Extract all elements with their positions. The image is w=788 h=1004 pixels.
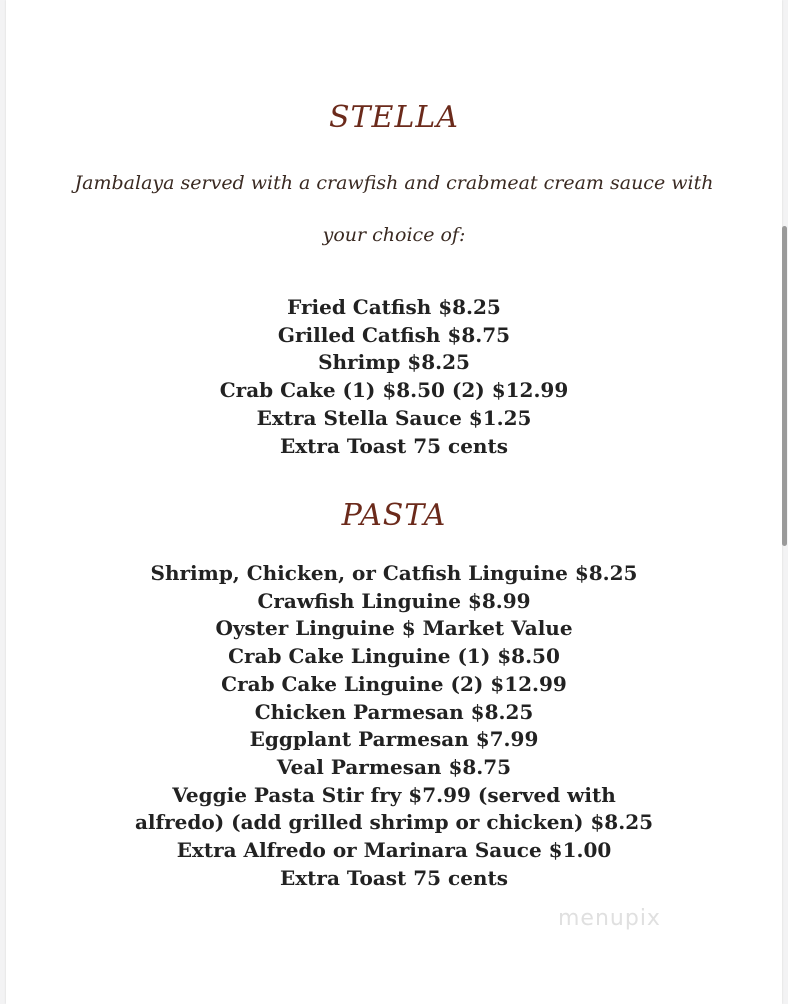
menu-item: Extra Toast 75 cents: [280, 865, 508, 890]
menu-item: Crab Cake Linguine (1) $8.50: [228, 644, 560, 669]
menu-item: Crab Cake Linguine (2) $12.99: [221, 671, 567, 696]
menu-item: Shrimp $8.25: [318, 350, 470, 375]
stella-title: STELLA: [329, 100, 459, 135]
pasta-item-list: [6, 560, 782, 892]
stella-description-line2: your choice of:: [322, 224, 466, 246]
stella-description-line1: Jambalaya served with a crawfish and crabmeat cream sauce with: [74, 172, 714, 194]
menu-item: Shrimp, Chicken, or Catfish Linguine $8.25: [150, 561, 638, 585]
scrollbar-thumb[interactable]: [782, 226, 787, 546]
menu-item: Extra Stella Sauce $1.25: [256, 405, 532, 430]
menu-item: Veggie Pasta Stir fry $7.99 (served with: [172, 782, 616, 807]
pasta-title: PASTA: [341, 498, 447, 533]
menu-item: Grilled Catfish $8.75: [277, 322, 511, 347]
menu-item: Chicken Parmesan $8.25: [254, 699, 534, 724]
menu-page: [6, 0, 782, 1004]
menu-item: Veal Parmesan $8.75: [276, 754, 512, 779]
scrollbar[interactable]: [780, 0, 788, 1004]
stella-item-list: [6, 294, 782, 460]
menu-item: Oyster Linguine $ Market Value: [215, 616, 573, 641]
menu-item: Extra Toast 75 cents: [280, 433, 508, 458]
menu-item: Eggplant Parmesan $7.99: [249, 727, 539, 752]
menu-item: Extra Alfredo or Marinara Sauce $1.00: [176, 838, 612, 863]
menu-item: Crawfish Linguine $8.99: [257, 588, 531, 613]
menu-item: Crab Cake (1) $8.50 (2) $12.99: [219, 378, 569, 403]
menu-item: Fried Catfish $8.25: [287, 295, 501, 319]
watermark: menupix: [558, 906, 661, 931]
menu-item: alfredo) (add grilled shrimp or chicken) $8.25: [134, 810, 654, 835]
